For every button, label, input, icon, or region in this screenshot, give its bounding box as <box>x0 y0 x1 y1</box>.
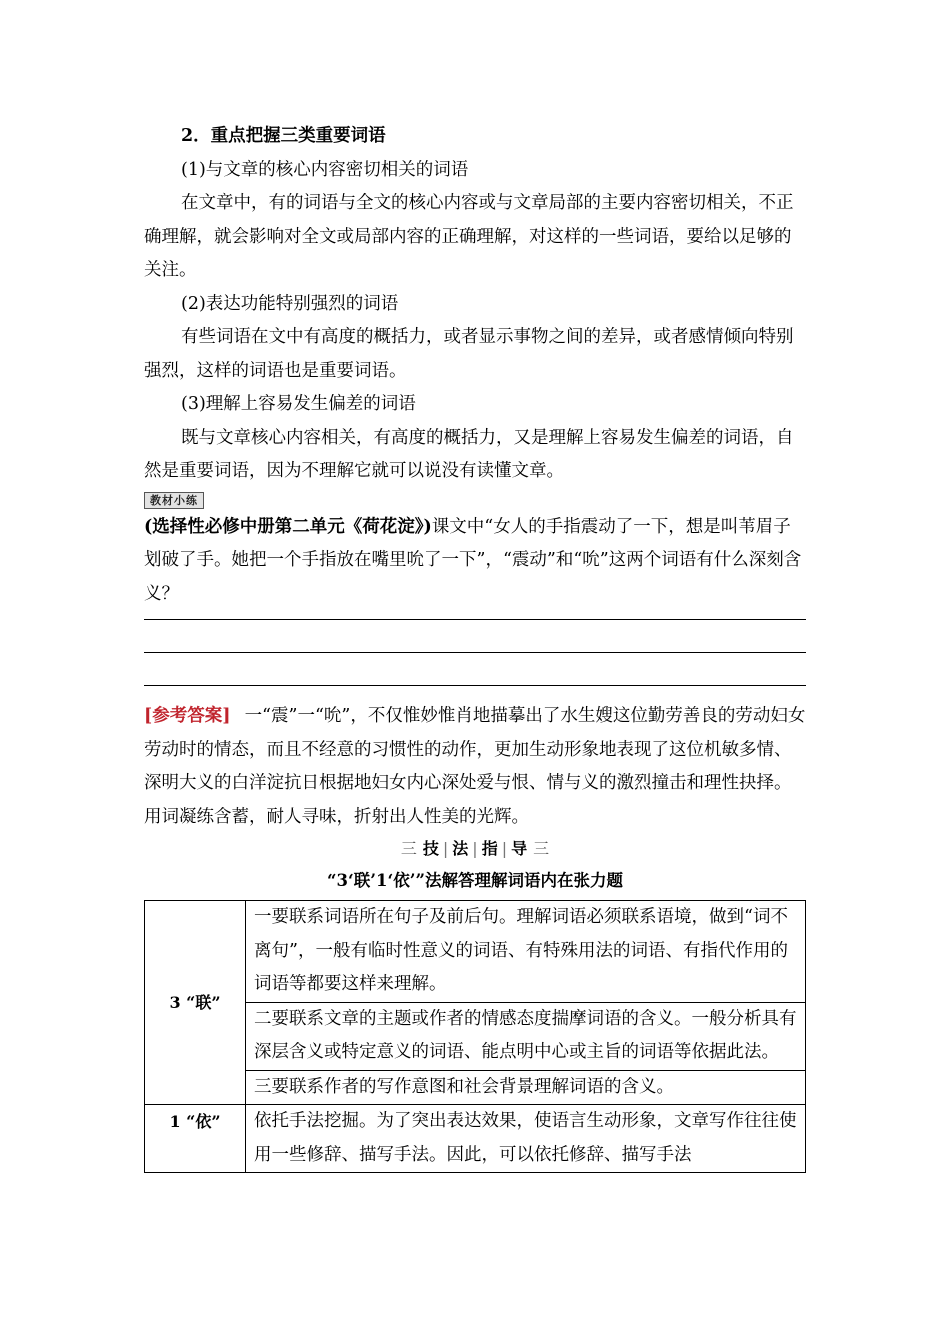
section-heading: 2．重点把握三类重要词语 <box>181 126 386 146</box>
answer-line <box>144 652 806 653</box>
document-page <box>144 120 806 1173</box>
subheading-2: (2)表达功能特别强烈的词语 <box>181 293 399 314</box>
table-cell: 三要联系作者的写作意图和社会背景理解词语的含义。 <box>246 1070 806 1105</box>
guide-char: 法 <box>452 839 469 858</box>
answer-line <box>144 619 806 620</box>
table-row <box>145 1105 806 1173</box>
table-cell: 一要联系词语所在句子及前后句。理解词语必须联系语境，做到“词不离句”，一般有临时性意义的词语、有特殊用法的词语、有指代作用的词语等都要这样来理解。 <box>246 901 806 1003</box>
answer-lines <box>144 619 806 686</box>
paragraph-3: 既与文章核心内容相关，有高度的概括力，又是理解上容易发生偏差的词语，自然是重要词语，因为不理解它就可以说没有读懂文章。 <box>144 427 794 481</box>
guide-char: 导 <box>511 839 528 858</box>
subheading-1: (1)与文章的核心内容密切相关的词语 <box>181 159 469 180</box>
subheading-3: (3)理解上容易发生偏差的词语 <box>181 394 416 414</box>
table-row <box>145 901 806 1003</box>
guide-char: 指 <box>481 839 498 858</box>
row-label-yi: 1 “依” <box>145 1105 246 1173</box>
reference-answer <box>144 700 806 834</box>
answer-label: [参考答案] <box>144 706 231 726</box>
question-text: 课文中“女人的手指震动了一下，想是叫苇眉子划破了手。她把一个手指放在嘴里吮了一下”，“震动”和“吮”这两个词语有什么深刻含义？ <box>144 516 802 604</box>
question-source: (选择性必修中册第二单元《荷花淀》) <box>144 516 432 537</box>
practice-tag-row <box>144 489 806 511</box>
table-title: “3‘联’1‘依’”法解答理解词语内在张力题 <box>327 871 623 890</box>
practice-question <box>144 511 806 612</box>
guide-char: 技 <box>422 839 439 858</box>
right-decoration: 三 <box>533 839 550 858</box>
table-cell: 二要联系文章的主题或作者的情感态度揣摩词语的含义。一般分析具有深层含义或特定意义的词语、能点明中心或主旨的词语等依据此法。 <box>246 1002 806 1070</box>
method-table <box>144 900 806 1173</box>
answer-line <box>144 685 806 686</box>
practice-tag: 教材小练 <box>144 492 204 509</box>
table-cell: 依托手法挖掘。为了突出表达效果，使语言生动形象，文章写作往往使用一些修辞、描写手法。因此，可以依托修辞、描写手法 <box>246 1105 806 1173</box>
paragraph-2: 有些词语在文中有高度的概括力，或者显示事物之间的差异，或者感情倾向特别强烈，这样的词语也是重要词语。 <box>144 327 794 381</box>
paragraph-1: 在文章中，有的词语与全文的核心内容或与文章局部的主要内容密切相关，不正确理解，就会影响对全文或局部内容的正确理解，对这样的一些词语，要给以足够的关注。 <box>144 193 794 280</box>
answer-text: 一“震”一“吮”，不仅惟妙惟肖地描摹出了水生嫂这位勤劳善良的劳动妇女劳动时的情态，而且不经意的习惯性的动作，更加生动形象地表现了这位机敏多情、深明大义的白洋淀抗日根据地妇女内心深处爱与恨、情与义的激烈撞击和理性抉择。用词凝练含蓄，耐人寻味，折射出人性美的光辉。 <box>144 706 806 827</box>
row-label-lian: 3 “联” <box>145 901 246 1105</box>
left-decoration: 三 <box>400 839 417 858</box>
guide-heading: 三 技 | 法 | 指 | 导 三 <box>144 834 806 864</box>
